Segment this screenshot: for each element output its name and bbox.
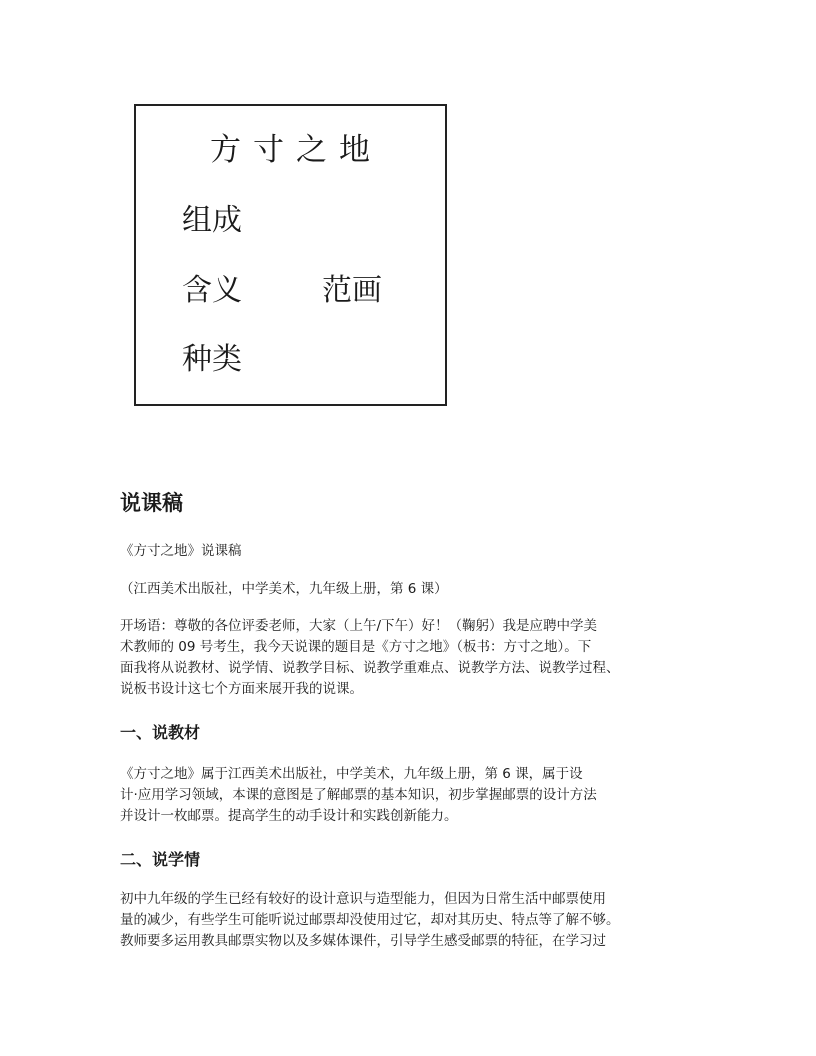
board-item-meaning: 含义 bbox=[182, 273, 242, 308]
section2-line-1: 初中九年级的学生已经有较好的设计意识与造型能力，但因为日常生活中邮票使用 bbox=[120, 891, 606, 907]
section2-line-2: 量的减少，有些学生可能听说过邮票却没使用过它，却对其历史、特点等了解不够。 bbox=[120, 912, 620, 928]
section1-line-3: 并设计一枚邮票。提高学生的动手设计和实践创新能力。 bbox=[120, 808, 458, 824]
board-item-example: 范画 bbox=[322, 273, 382, 308]
section-heading-teaching-material: 一、说教材 bbox=[120, 723, 201, 742]
intro-line-1: 开场语：尊敬的各位评委老师，大家（上午/下午）好！（鞠躬）我是应聘中学美 bbox=[120, 618, 598, 634]
intro-line-3: 面我将从说教材、说学情、说教学目标、说教学重难点、说教学方法、说教学过程、 bbox=[120, 660, 620, 676]
board-item-composition: 组成 bbox=[182, 203, 242, 238]
source-line: （江西美术出版社，中学美术，九年级上册，第 6 课） bbox=[120, 581, 448, 597]
subtitle-line: 《方寸之地》说课稿 bbox=[120, 543, 242, 559]
intro-line-2: 术教师的 09 号考生，我今天说课的题目是《方寸之地》（板书：方寸之地）。下 bbox=[120, 639, 592, 655]
blackboard-design-image bbox=[134, 104, 447, 406]
section2-line-3: 教师要多运用教具邮票实物以及多媒体课件，引导学生感受邮票的特征，在学习过 bbox=[120, 933, 606, 949]
board-item-types: 种类 bbox=[182, 342, 242, 377]
board-title: 方寸之地 bbox=[210, 132, 382, 168]
section1-line-2: 计·应用学习领域，本课的意图是了解邮票的基本知识，初步掌握邮票的设计方法 bbox=[120, 787, 597, 803]
document-heading: 说课稿 bbox=[120, 491, 183, 515]
intro-line-4: 说板书设计这七个方面来展开我的说课。 bbox=[120, 681, 363, 697]
section1-line-1: 《方寸之地》属于江西美术出版社，中学美术，九年级上册，第 6 课，属于设 bbox=[120, 766, 583, 782]
section-heading-student-analysis: 二、说学情 bbox=[120, 850, 201, 869]
